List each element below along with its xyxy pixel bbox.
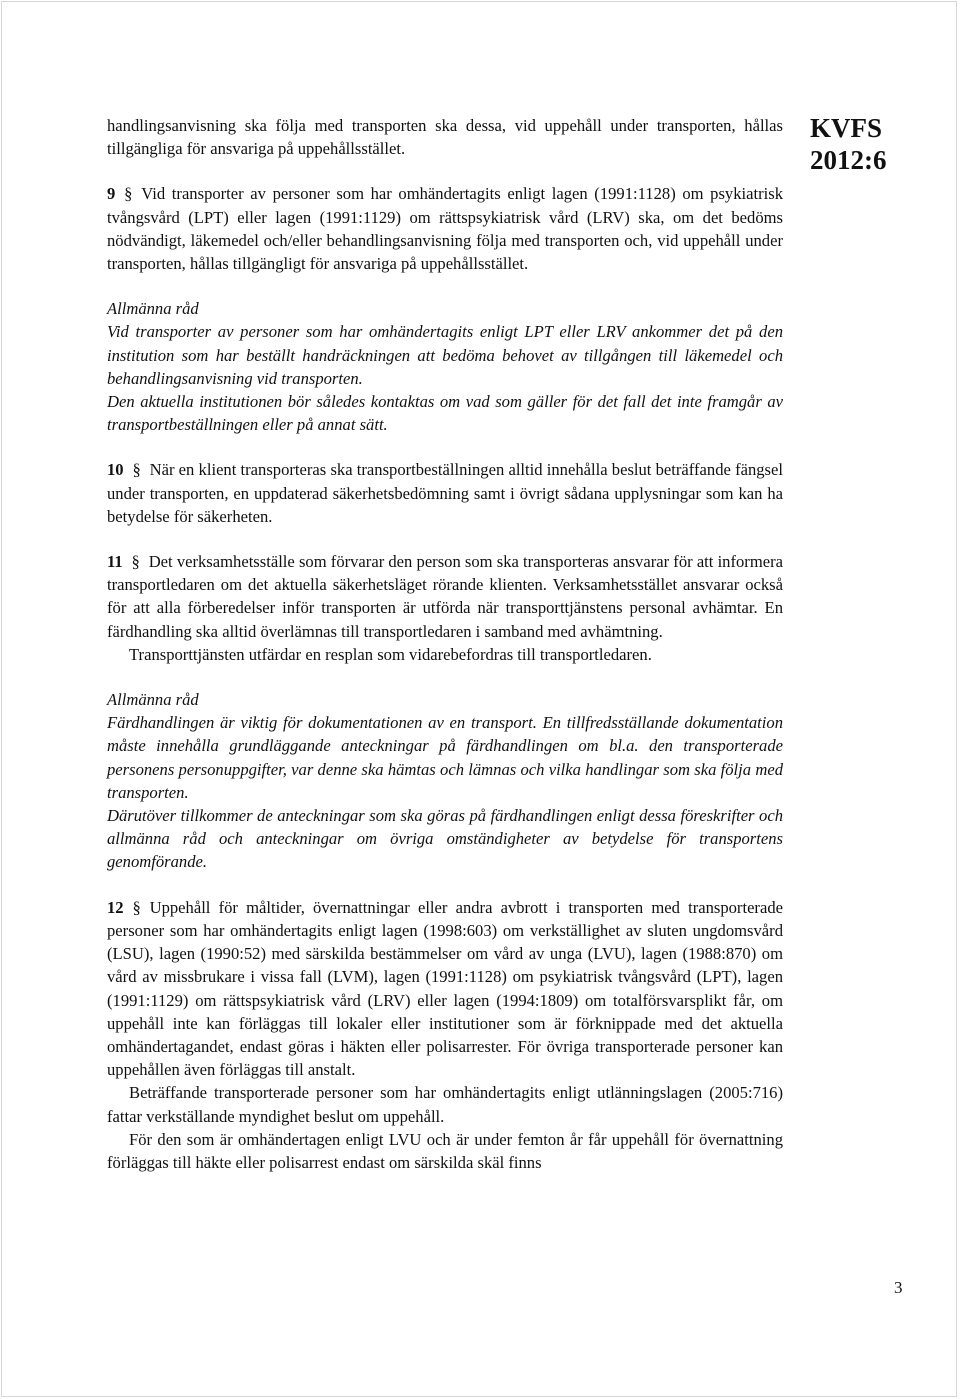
section-12 [107, 896, 783, 1082]
general-advice-2-paragraph-2: Därutöver tillkommer de anteckningar som ska göras på färdhandlingen enligt dessa föreskrifter och allmänna råd och anteckningar om övriga omständigheter av betydelse för transportens genomförande. [107, 806, 783, 872]
section-9-sign: § [124, 184, 133, 204]
section-10 [107, 458, 783, 528]
intro-paragraph: handlingsanvisning ska följa med transporten ska dessa, vid uppehåll under transporten, hållas tillgängliga för ansvariga på uppehållsstället. [107, 116, 783, 159]
section-10-number: 10 [107, 460, 124, 480]
section-10-text: När en klient transporteras ska transportbeställningen alltid innehålla beslut beträffande fängsel under transporten, en uppdaterad säkerhetsbedömning samt i övrigt sådana upplysningar som kan ha betydelse för säkerheten. [107, 460, 783, 526]
section-11-text: Det verksamhetsställe som förvarar den person som ska transporteras ansvarar för att informera transportledaren om det aktuella säkerhetsläget rörande klienten. Verksamhetsstället ansvarar också för att alla förberedelser inför transporten är utförda när transporttjänstens personal avhämtar. En färdhandling ska alltid överlämnas till transportledaren i samband med avhämtning. [107, 552, 783, 641]
section-12-paragraph-3: För den som är omhändertagen enligt LVU och är under femton år får uppehåll för övernattning förläggas till häkte eller polisarrest endast om särskilda skäl finns [107, 1129, 783, 1172]
general-advice-1-paragraph-1: Vid transporter av personer som har omhändertagits enligt LPT eller LRV ankommer det på den institution som har beställt handräckningen att bedöma behovet av tillgången till läkemedel och behandlingsanvisning vid transporten. [107, 322, 783, 388]
section-9-number: 9 [107, 184, 116, 204]
kvfs-code: KVFS [810, 113, 883, 143]
kvfs-sidebar-label [810, 112, 890, 176]
section-9-text: Vid transporter av personer som har omhändertagits enligt lagen (1991:1128) om psykiatrisk tvångsvård (LPT) eller lagen (1991:1129) om rättspsykiatrisk vård (LRV) ska, om det bedöms nödvändigt, läkemedel och/eller behandlingsanvisning följa med transporten och, vid uppehåll under transporten, hållas tillgängligt för ansvariga på uppehållsstället. [107, 184, 783, 274]
general-advice-1-paragraph-2: Den aktuella institutionen bör således kontaktas om vad som gäller för det fall det inte framgår av transportbeställningen eller på annat sätt. [107, 392, 783, 435]
general-advice-heading-1: Allmänna råd [107, 299, 199, 319]
section-11-number: 11 [107, 552, 123, 572]
section-12-sign: § [132, 897, 141, 917]
general-advice-heading-2: Allmänna råd [107, 690, 199, 710]
section-12-paragraph-2: Beträffande transporterade personer som har omhändertagits enligt utlänningslagen (2005:716) fattar verkställande myndighet beslut om uppehåll. [107, 1083, 783, 1126]
kvfs-number: 2012:6 [810, 145, 887, 175]
section-11-sign: § [131, 552, 140, 572]
section-12-text: Uppehåll för måltider, övernattningar eller andra avbrott i transporten med transporterade personer som har omhändertagits enligt lagen (1998:603) om verkställighet av sluten ungdomsvård (LSU), lagen (1990:52) med särskilda bestämmelser om vård av unga (LVU), lagen (1988:870) om vård av missbrukare i vissa fall (LVM), lagen (1991:1128) om psykiatrisk tvångsvård (LPT), lagen (1991:1129) om rättspsykiatrisk vård (LRV) eller lagen (1994:1809) om totalförsvarsplikt får, om uppehåll inte kan förläggas till lokaler eller institutioner som är förknippade med det aktuella omhändertagandet, endast göras i häkten eller polisarrester. För övriga transporterade personer kan uppehållen även förläggas till anstalt. [107, 897, 783, 1080]
section-9 [107, 182, 783, 275]
section-10-sign: § [132, 460, 141, 480]
page-number: 3 [894, 1278, 903, 1297]
document-body [107, 114, 783, 1174]
section-11 [107, 550, 783, 643]
general-advice-2-paragraph-1: Färdhandlingen är viktig för dokumentationen av en transport. En tillfredsställande dokumentation måste innehålla grundläggande anteckningar på färdhandlingen om bl.a. den transporterade personens personuppgifter, var denne ska hämtas och lämnas och vilka handlingar som ska följa med transporten. [107, 713, 783, 802]
section-12-number: 12 [107, 897, 124, 917]
section-11-paragraph-2: Transporttjänsten utfärdar en resplan som vidarebefordras till transportledaren. [129, 644, 652, 664]
